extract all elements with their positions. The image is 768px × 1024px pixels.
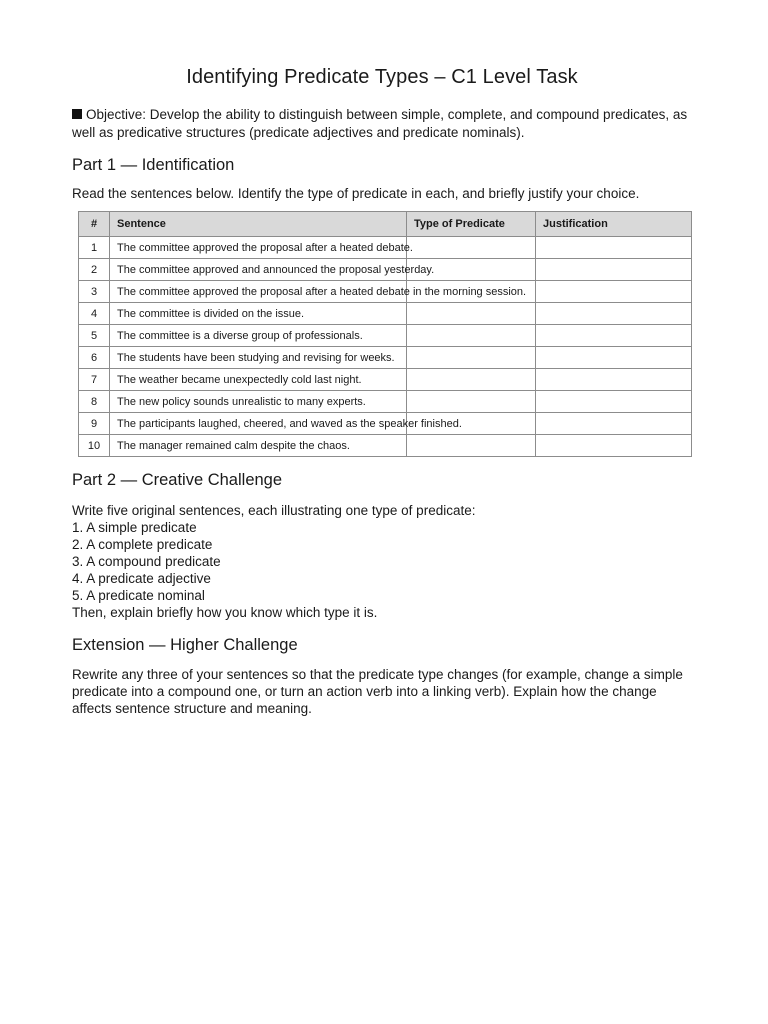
row-type-cell[interactable] <box>407 391 536 413</box>
table-header-row <box>79 212 692 237</box>
row-sentence: The committee approved the proposal after a heated debate in the morning session. <box>110 281 407 303</box>
row-justification-cell[interactable] <box>536 413 692 435</box>
row-number: 10 <box>79 435 110 457</box>
list-item: 1. A simple predicate <box>72 520 197 535</box>
header-justification: Justification <box>536 212 692 237</box>
objective-text: Develop the ability to distinguish between simple, complete, and compound predicates, as well as predicative structures (predicate adjectives and predicate nominals). <box>72 107 688 140</box>
list-item: 5. A predicate nominal <box>72 588 205 603</box>
page-title: Identifying Predicate Types – C1 Level Task <box>186 66 578 88</box>
row-justification-cell[interactable] <box>536 369 692 391</box>
list-item: 2. A complete predicate <box>72 537 213 552</box>
part1-instructions: Read the sentences below. Identify the type of predicate in each, and briefly justify your choice. <box>72 186 640 201</box>
table-row <box>79 281 692 303</box>
row-number: 9 <box>79 413 110 435</box>
row-sentence: The committee approved the proposal after a heated debate. <box>110 237 407 259</box>
square-bullet-icon <box>72 109 82 119</box>
row-type-cell[interactable] <box>407 435 536 457</box>
table-row <box>79 237 692 259</box>
row-type-cell[interactable] <box>407 369 536 391</box>
predicate-table <box>78 211 692 457</box>
row-sentence: The manager remained calm despite the chaos. <box>110 435 407 457</box>
row-justification-cell[interactable] <box>536 237 692 259</box>
row-type-cell[interactable] <box>407 347 536 369</box>
table-row <box>79 435 692 457</box>
row-sentence: The participants laughed, cheered, and waved as the speaker finished. <box>110 413 407 435</box>
part2-outro: Then, explain briefly how you know which type it is. <box>72 605 378 620</box>
row-justification-cell[interactable] <box>536 259 692 281</box>
row-type-cell[interactable] <box>407 237 536 259</box>
worksheet-page <box>72 66 692 731</box>
row-justification-cell[interactable] <box>536 347 692 369</box>
part2-heading: Part 2 — Creative Challenge <box>72 471 283 489</box>
part2-intro: Write five original sentences, each illustrating one type of predicate: <box>72 503 476 518</box>
row-type-cell[interactable] <box>407 325 536 347</box>
row-justification-cell[interactable] <box>536 435 692 457</box>
row-number: 2 <box>79 259 110 281</box>
header-type: Type of Predicate <box>407 212 536 237</box>
part2-body <box>72 502 692 621</box>
row-justification-cell[interactable] <box>536 391 692 413</box>
extension-heading: Extension — Higher Challenge <box>72 636 298 654</box>
table-row <box>79 325 692 347</box>
list-item: 4. A predicate adjective <box>72 571 211 586</box>
table-row <box>79 259 692 281</box>
row-sentence: The committee approved and announced the proposal yesterday. <box>110 259 407 281</box>
table-row <box>79 369 692 391</box>
row-number: 3 <box>79 281 110 303</box>
row-sentence: The committee is divided on the issue. <box>110 303 407 325</box>
row-justification-cell[interactable] <box>536 303 692 325</box>
part1-heading: Part 1 — Identification <box>72 156 235 174</box>
row-sentence: The weather became unexpectedly cold last night. <box>110 369 407 391</box>
row-justification-cell[interactable] <box>536 325 692 347</box>
table-row <box>79 303 692 325</box>
list-item: 3. A compound predicate <box>72 554 221 569</box>
row-number: 6 <box>79 347 110 369</box>
objective-paragraph <box>72 106 692 142</box>
extension-text: Rewrite any three of your sentences so that the predicate type changes (for example, change a simple predicate into a compound one, or turn an action verb into a linking verb). Explain how the change affects sentence structure and meaning. <box>72 667 683 716</box>
header-sentence: Sentence <box>110 212 407 237</box>
row-number: 7 <box>79 369 110 391</box>
row-number: 5 <box>79 325 110 347</box>
row-sentence: The new policy sounds unrealistic to many experts. <box>110 391 407 413</box>
table-row <box>79 391 692 413</box>
row-justification-cell[interactable] <box>536 281 692 303</box>
table-row <box>79 347 692 369</box>
header-number: # <box>79 212 110 237</box>
row-number: 4 <box>79 303 110 325</box>
row-sentence: The committee is a diverse group of professionals. <box>110 325 407 347</box>
row-number: 8 <box>79 391 110 413</box>
row-sentence: The students have been studying and revising for weeks. <box>110 347 407 369</box>
table-row <box>79 413 692 435</box>
row-number: 1 <box>79 237 110 259</box>
objective-label: Objective: <box>86 107 147 122</box>
row-type-cell[interactable] <box>407 303 536 325</box>
